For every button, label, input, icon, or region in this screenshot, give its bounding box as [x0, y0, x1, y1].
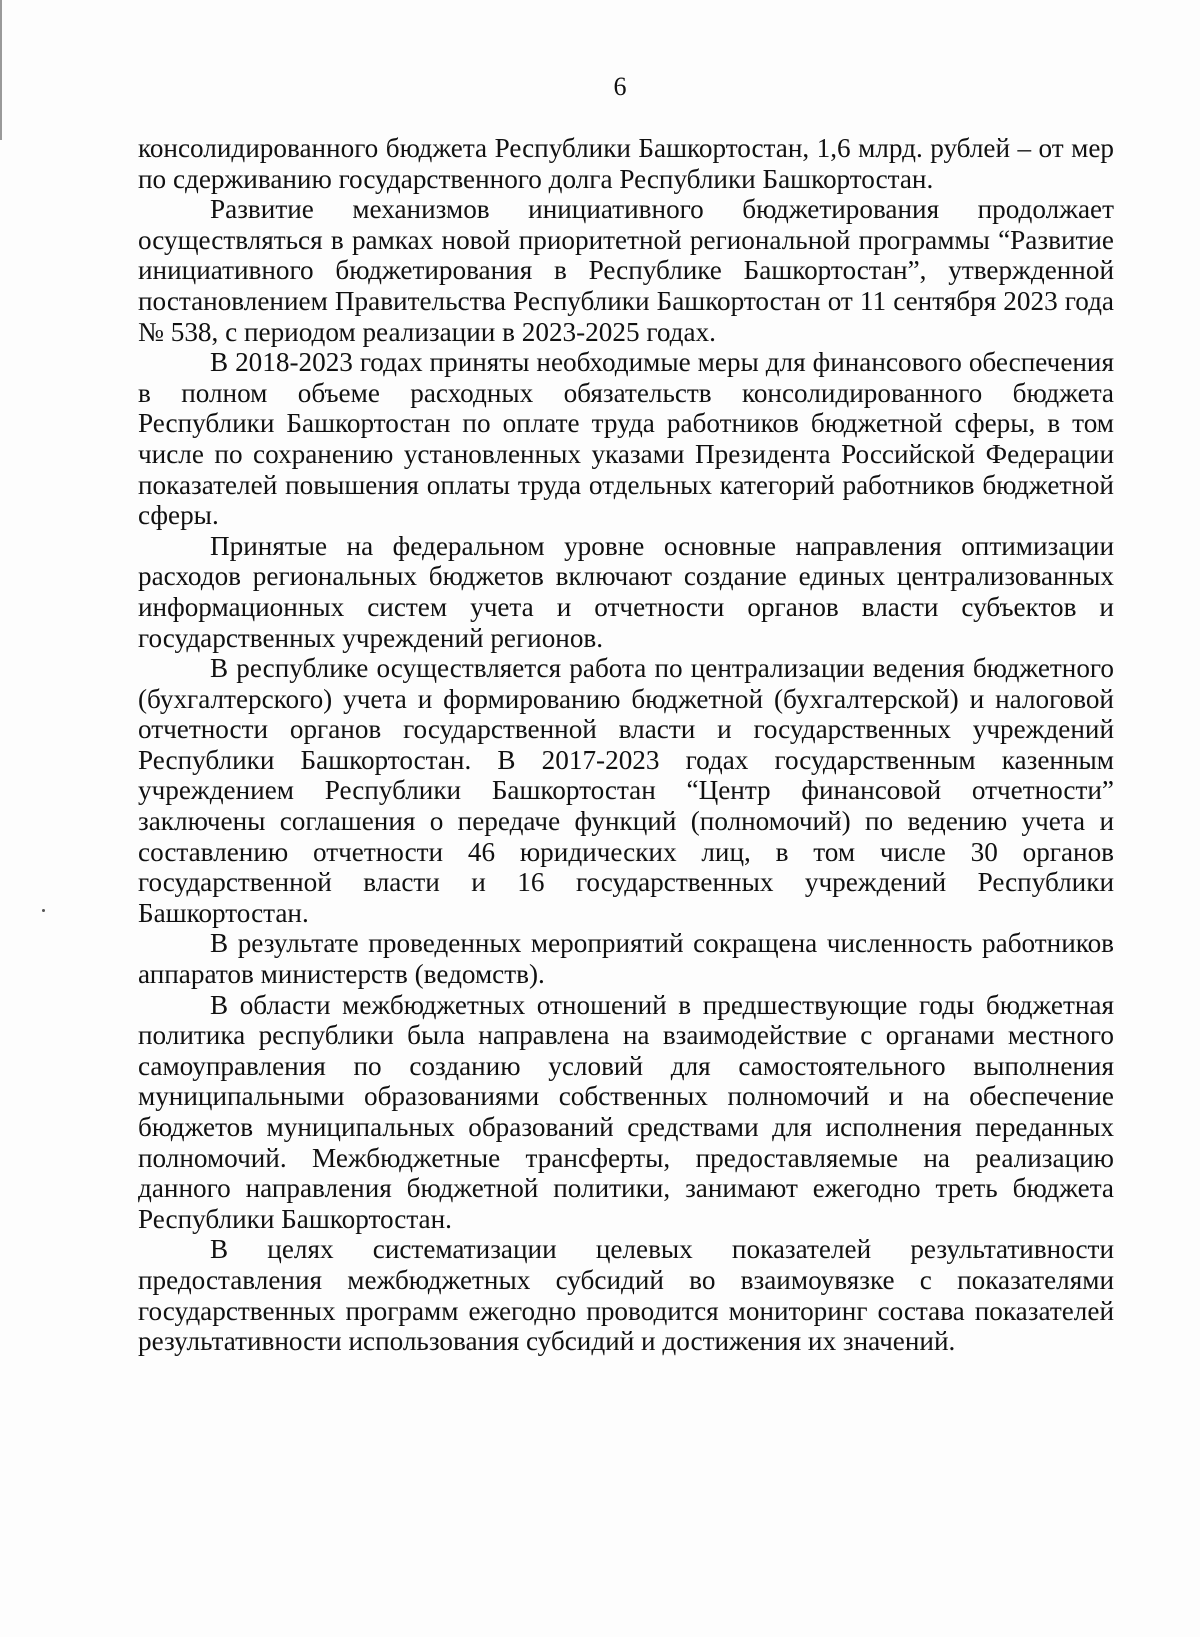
- page-number: 6: [613, 72, 627, 101]
- paragraph-subsidy-monitoring: В целях систематизации целевых показателей результативности предоставления межбюджетных субсидий во взаимоувязке с показателями государственных программ ежегодно проводится мониторинг состава показателей результативности использования субсидий и достижения их значений.: [138, 1234, 1114, 1357]
- paragraph-optimization: Принятые на федеральном уровне основные направления оптимизации расходов региональных бюджетов включают создание единых централизованных информационных систем учета и отчетности органов власти субъектов и государственных учреждений регионов.: [138, 530, 1114, 653]
- paragraph-centralization: В республике осуществляется работа по централизации ведения бюджетного (бухгалтерского) учета и формированию бюджетной (бухгалтерской) и налоговой отчетности органов государственной власти и государственных учреждений Республики Башкортостан. В 2017-2023 годах государственным казенным учреждением Республики Башкортостан “Центр финансовой отчетности” заключены соглашения о передаче функций (полномочий) по ведению учета и составлению отчетности 46 юридических лиц, в том числе 30 органов государственной власти и 16 государственных учреждений Республики Башкортостан.: [138, 653, 1114, 928]
- scan-dust-dot: [42, 909, 45, 912]
- paragraph-continuation: консолидированного бюджета Республики Башкортостан, 1,6 млрд. рублей – от мер по сдерживанию государственного долга Республики Башкортостан.: [138, 133, 1114, 194]
- scan-edge-mark: [0, 0, 2, 140]
- paragraph-staff-reduction: В результате проведенных мероприятий сокращена численность работников аппаратов министерств (ведомств).: [138, 928, 1114, 990]
- paragraph-wage-obligations: В 2018-2023 годах приняты необходимые меры для финансового обеспечения в полном объеме расходных обязательств консолидированного бюджета Республики Башкортостан по оплате труда работников бюджетной сферы, в том числе по сохранению установленных указами Президента Российской Федерации показателей повышения оплаты труда отдельных категорий работников бюджетной сферы.: [138, 347, 1114, 531]
- document-body: [138, 133, 1114, 1357]
- paragraph-interbudget-relations: В области межбюджетных отношений в предшествующие годы бюджетная политика республики была направлена на взаимодействие с органами местного самоуправления по созданию условий для самостоятельного выполнения муниципальными образованиями собственных полномочий и на обеспечение бюджетов муниципальных образований средствами для исполнения переданных полномочий. Межбюджетные трансферты, предоставляемые на реализацию данного направления бюджетной политики, занимают ежегодно треть бюджета Республики Башкортостан.: [138, 989, 1114, 1234]
- paragraph-initiative-budgeting: Развитие механизмов инициативного бюджетирования продолжает осуществляться в рамках новой приоритетной региональной программы “Развитие инициативного бюджетирования в Республике Башкортостан”, утвержденной постановлением Правительства Республики Башкортостан от 11 сентября 2023 года № 538, с периодом реализации в 2023-2025 годах.: [138, 194, 1114, 347]
